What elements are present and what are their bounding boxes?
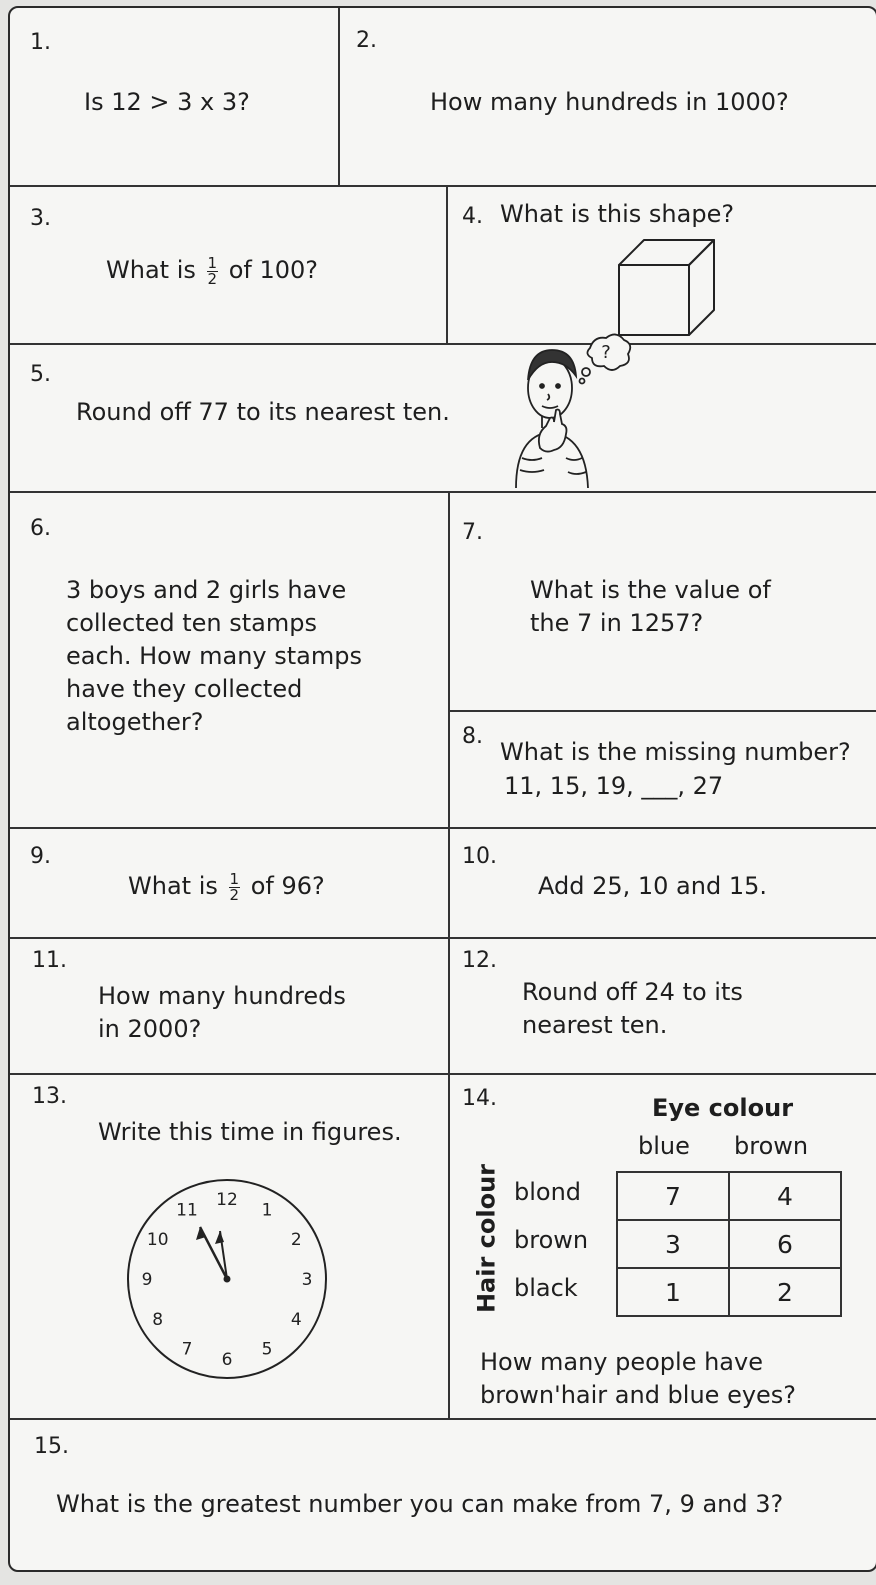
q6-line: 3 boys and 2 girls have [66,576,347,604]
q8-line1: What is the missing number? [500,738,851,766]
thought-bubble-text: ? [601,342,611,363]
q9-fraction [229,869,241,904]
q3-fraction-numerator: 1 [207,253,218,272]
q8-number: 8. [462,724,483,749]
divider [10,827,876,829]
q2-number: 2. [356,28,377,53]
q12-line: nearest ten. [522,1011,668,1039]
clock-numeral: 8 [152,1310,164,1330]
divider [448,491,450,1419]
table-row [617,1172,841,1220]
q5-number: 5. [30,362,51,387]
table-cell: 7 [617,1172,729,1220]
q3-text [106,254,318,287]
q14-number: 14. [462,1086,497,1111]
cube-icon [614,230,720,340]
q9-fraction-denominator: 2 [229,885,240,904]
q8-line2: 11, 15, 19, ___, 27 [504,772,724,800]
q6-line: each. How many stamps [66,642,362,670]
q5-text: Round off 77 to its nearest ten. [76,398,450,426]
clock-numeral: 12 [216,1190,238,1210]
clock-numeral: 7 [181,1339,193,1360]
q4-number: 4. [462,204,483,229]
table-cell: 6 [729,1220,841,1268]
thinking-boy-icon [502,328,632,492]
q6-line: have they collected [66,675,303,703]
table-cell: 1 [617,1268,729,1316]
divider [10,491,876,493]
q3-fraction [207,253,219,288]
table-title: Eye colour [652,1094,794,1122]
q9-text-before: What is [128,872,218,900]
q3-text-after: of 100? [228,256,318,284]
q7-number: 7. [462,520,483,545]
q9-number: 9. [30,844,51,869]
q7-line: What is the value of [530,576,771,604]
q6-line: collected ten stamps [66,609,317,637]
table-cell: 3 [617,1220,729,1268]
q3-text-before: What is [106,256,196,284]
q4-text: What is this shape? [500,200,735,228]
q1-number: 1. [30,30,51,55]
clock-numeral: 1 [261,1200,273,1221]
q10-number: 10. [462,844,497,869]
clock-numeral: 4 [290,1310,302,1330]
divider [446,185,448,345]
table-cell: 4 [729,1172,841,1220]
divider [10,1073,876,1075]
q6-line: altogether? [66,708,204,736]
q1-text: Is 12 > 3 x 3? [84,88,250,116]
divider [10,185,876,187]
clock-numeral: 3 [301,1270,313,1290]
divider [10,343,876,345]
divider [10,1418,876,1420]
q11-line: How many hundreds [98,982,346,1010]
eye-hair-table [616,1171,842,1317]
q14-line: brown'hair and blue eyes? [480,1381,797,1409]
table-row [617,1220,841,1268]
q15-number: 15. [34,1434,69,1459]
q9-fraction-numerator: 1 [229,869,240,888]
row-header-black: black [514,1274,578,1302]
clock-numeral: 10 [146,1230,169,1250]
clock-numeral: 6 [221,1350,233,1370]
q13-number: 13. [32,1084,67,1109]
table-cell: 2 [729,1268,841,1316]
clock-numeral: 9 [141,1270,153,1290]
q9-text [128,870,325,903]
q6-number: 6. [30,516,51,541]
col-header-blue: blue [638,1132,690,1160]
q13-text: Write this time in figures. [98,1118,402,1146]
q11-number: 11. [32,948,67,973]
q12-line: Round off 24 to its [522,978,743,1006]
q9-text-after: of 96? [250,872,325,900]
q10-text: Add 25, 10 and 15. [538,872,768,900]
table-row [617,1268,841,1316]
q3-fraction-denominator: 2 [207,269,218,288]
clock-numeral: 5 [261,1339,273,1360]
q14-line: How many people have [480,1348,763,1376]
clock-numeral: 11 [176,1200,198,1221]
row-header-brown: brown [514,1226,589,1254]
clock-numeral: 2 [290,1230,302,1250]
divider [338,8,340,187]
worksheet [8,6,876,1572]
q7-line: the 7 in 1257? [530,609,704,637]
row-header-blond: blond [514,1178,582,1206]
col-header-brown: brown [734,1132,809,1160]
divider [10,937,876,939]
clock-icon [122,1174,332,1384]
q2-text: How many hundreds in 1000? [430,88,789,116]
q12-number: 12. [462,948,497,973]
row-axis-label: Hair colour [472,1163,501,1314]
q11-line: in 2000? [98,1015,202,1043]
q15-text: What is the greatest number you can make from 7, 9 and 3? [56,1490,784,1518]
q3-number: 3. [30,206,51,231]
divider [448,710,876,712]
